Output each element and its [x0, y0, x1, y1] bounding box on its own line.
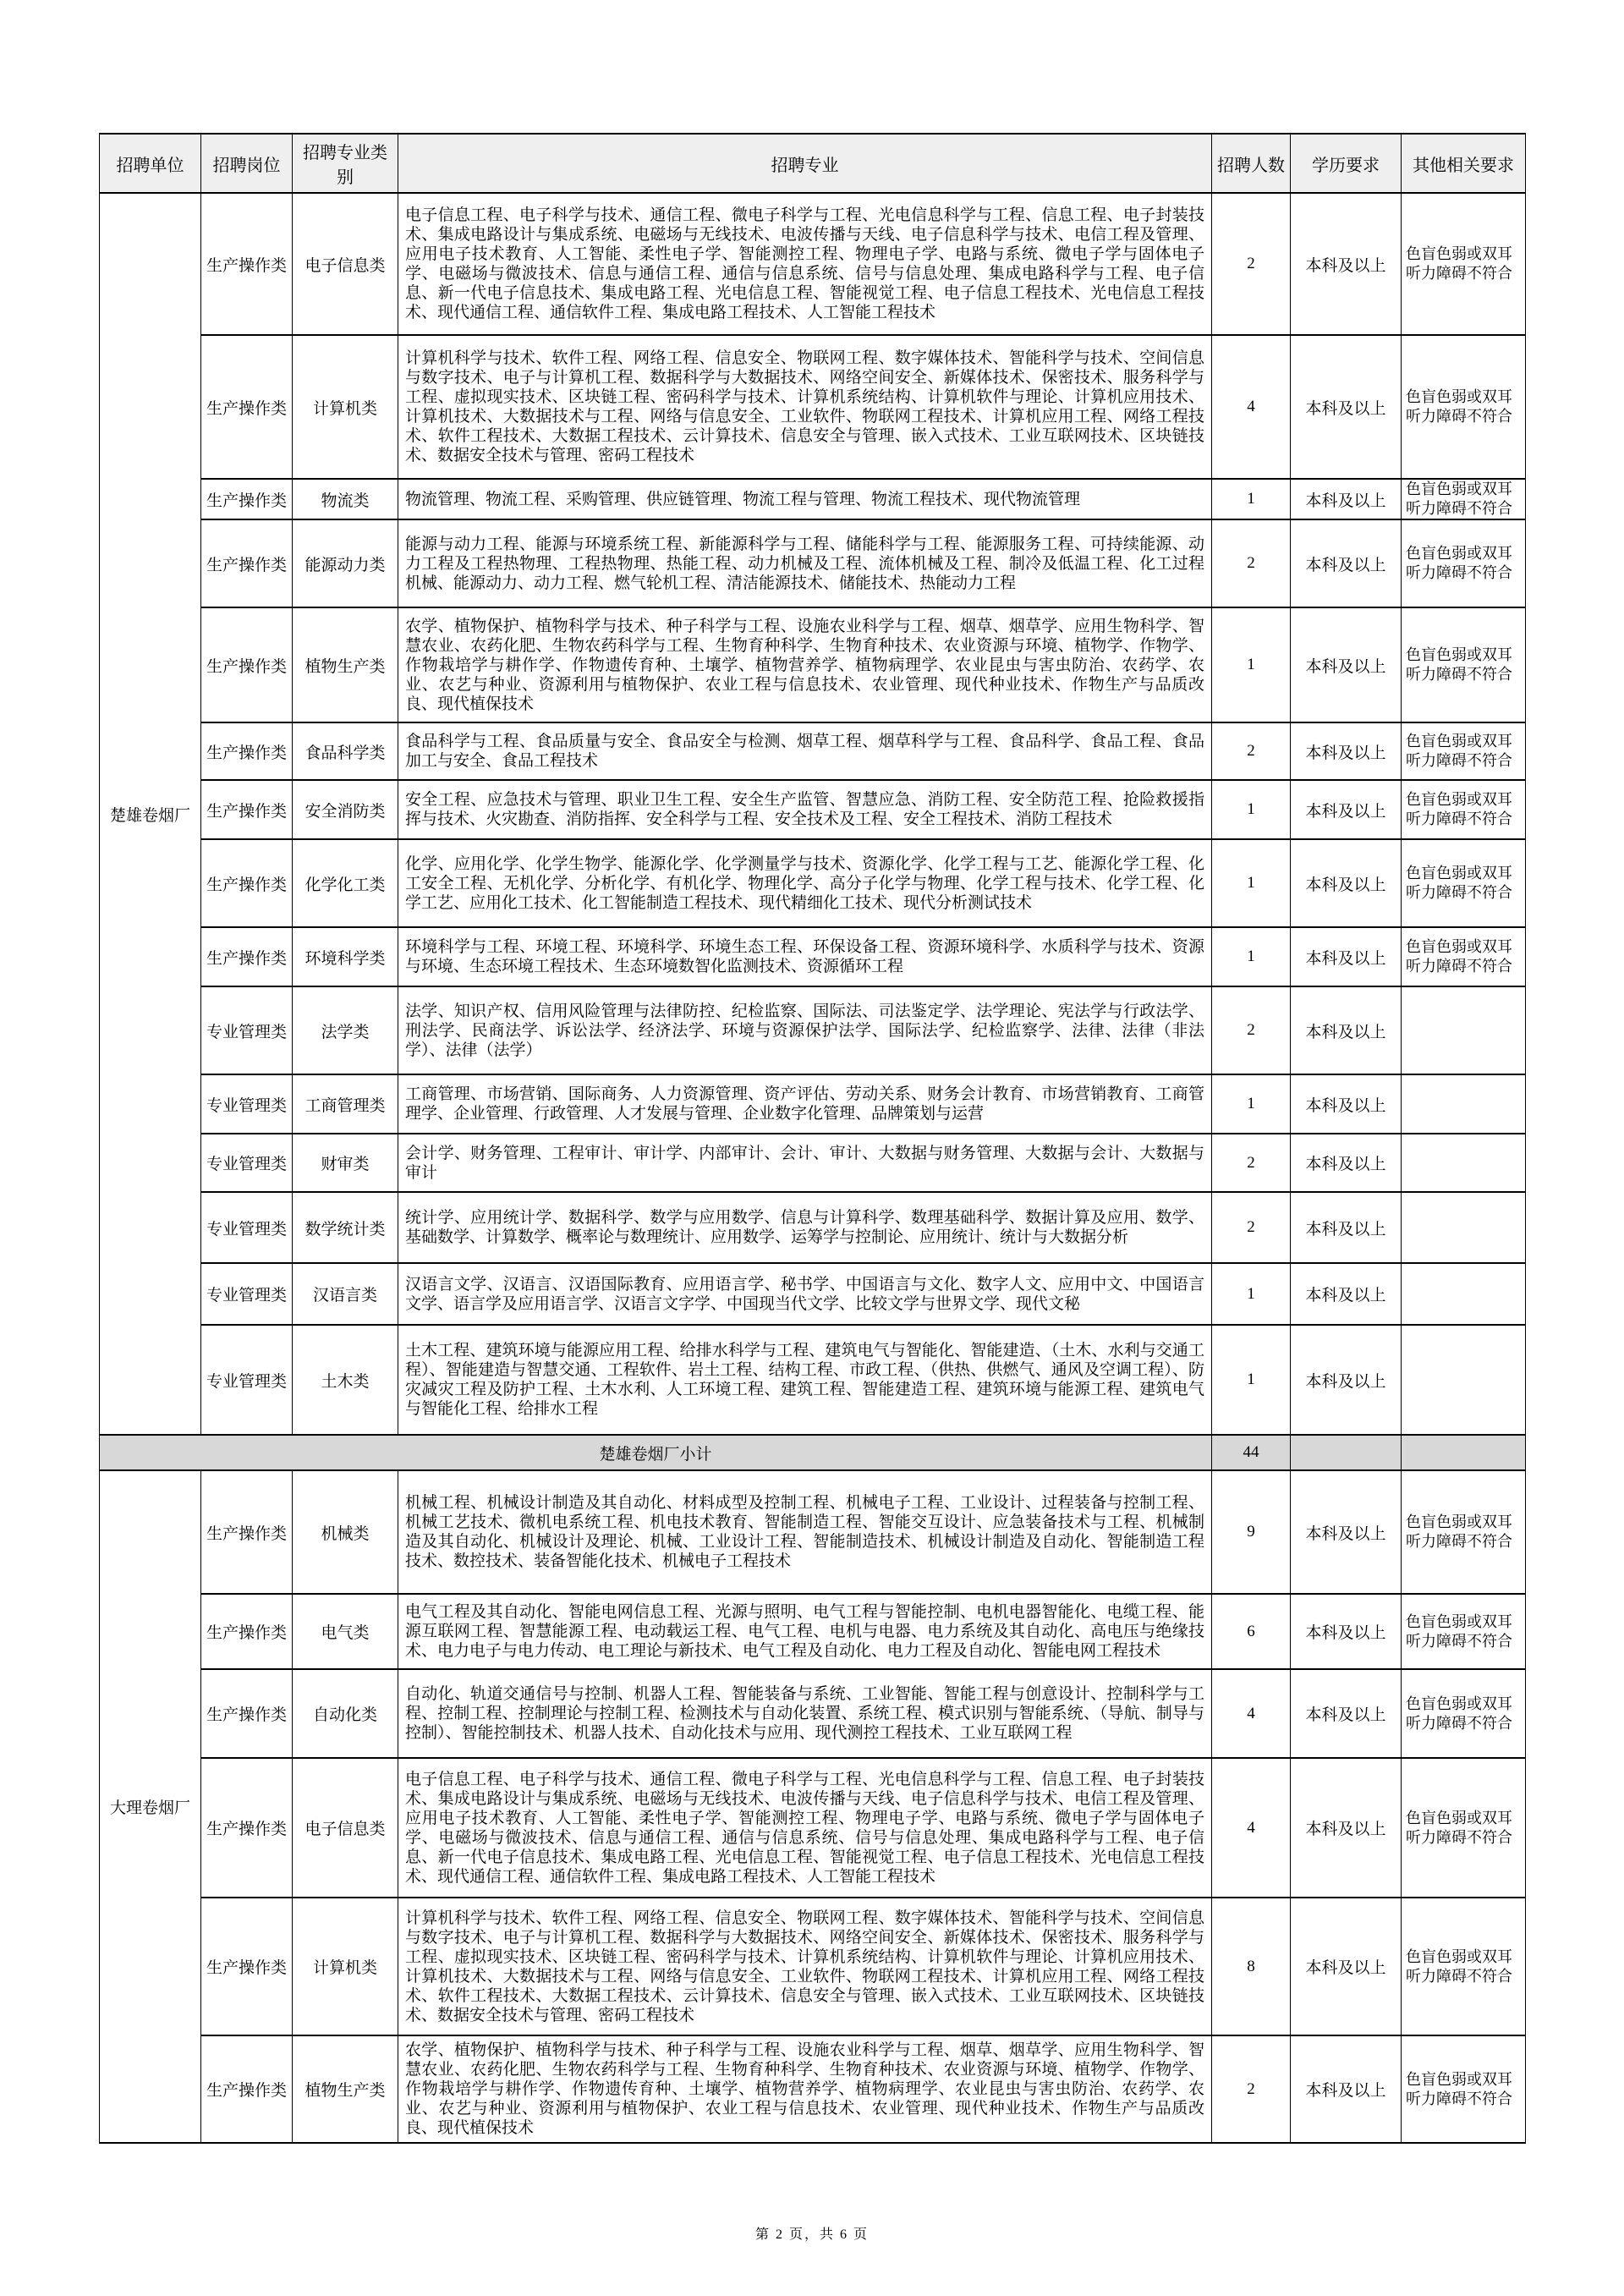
category-cell: 能源动力类 [293, 519, 398, 607]
post-cell: 专业管理类 [201, 1134, 293, 1192]
table-row [100, 986, 1526, 1074]
category-cell: 植物生产类 [293, 607, 398, 722]
majors-cell: 电子信息工程、电子科学与技术、通信工程、微电子科学与工程、光电信息科学与工程、信息工程、电子封装技术、集成电路设计与集成系统、电磁场与无线技术、电波传播与天线、电子信息科学与技术、电信工程及管理、应用电子技术教育、人工智能、柔性电子学、智能测控工程、物理电子学、电路与系统、微电子学与固体电子学、电磁场与微波技术、信息与通信工程、通信与信息系统、信号与信息处理、集成电路科学与工程、电子信息、新一代电子信息技术、集成电路工程、光电信息工程、智能视觉工程、电子信息工程技术、光电信息工程技术、现代通信工程、通信软件工程、集成电路工程技术、人工智能工程技术 [398, 193, 1212, 335]
count-cell: 9 [1212, 1470, 1291, 1594]
education-cell: 本科及以上 [1291, 839, 1402, 927]
count-cell: 1 [1212, 780, 1291, 839]
education-cell: 本科及以上 [1291, 1594, 1402, 1669]
post-cell: 专业管理类 [201, 1325, 293, 1435]
education-cell: 本科及以上 [1291, 927, 1402, 986]
table-row [100, 607, 1526, 722]
table-row [100, 1192, 1526, 1263]
table-row [100, 479, 1526, 519]
col-header-other: 其他相关要求 [1402, 134, 1526, 193]
majors-cell: 工商管理、市场营销、国际商务、人力资源管理、资产评估、劳动关系、财务会计教育、市场营销教育、工商管理学、企业管理、行政管理、人才发展与管理、企业数字化管理、品牌策划与运营 [398, 1074, 1212, 1134]
category-cell: 财审类 [293, 1134, 398, 1192]
count-cell: 1 [1212, 839, 1291, 927]
other-req-cell: 色盲色弱或双耳听力障碍不符合 [1402, 519, 1526, 607]
education-cell: 本科及以上 [1291, 1192, 1402, 1263]
table-row [100, 1898, 1526, 2035]
category-cell: 物流类 [293, 479, 398, 519]
count-cell: 2 [1212, 1192, 1291, 1263]
majors-cell: 电气工程及其自动化、智能电网信息工程、光源与照明、电气工程与智能控制、电机电器智能化、电缆工程、能源互联网工程、智慧能源工程、电动载运工程、电气工程、电机与电器、电力系统及其自动化、高电压与绝缘技术、电力电子与电力传动、电工理论与新技术、电气工程及自动化、电力工程及自动化、智能电网工程技术 [398, 1594, 1212, 1669]
table-row [100, 1669, 1526, 1758]
majors-cell: 自动化、轨道交通信号与控制、机器人工程、智能装备与系统、工业智能、智能工程与创意设计、控制科学与工程、控制工程、控制理论与控制工程、检测技术与自动化装置、系统工程、模式识别与智能系统、（导航、制导与控制）、智能控制技术、机器人技术、自动化技术与应用、现代测控工程技术、工业互联网工程 [398, 1669, 1212, 1758]
education-cell: 本科及以上 [1291, 607, 1402, 722]
post-cell: 生产操作类 [201, 1898, 293, 2035]
post-cell: 生产操作类 [201, 780, 293, 839]
post-cell: 生产操作类 [201, 2035, 293, 2143]
table-row [100, 1325, 1526, 1435]
other-req-cell: 色盲色弱或双耳听力障碍不符合 [1402, 1669, 1526, 1758]
category-cell: 电子信息类 [293, 1758, 398, 1898]
category-cell: 土木类 [293, 1325, 398, 1435]
count-cell: 8 [1212, 1898, 1291, 2035]
post-cell: 生产操作类 [201, 1594, 293, 1669]
count-cell: 2 [1212, 2035, 1291, 2143]
education-cell: 本科及以上 [1291, 2035, 1402, 2143]
category-cell: 安全消防类 [293, 780, 398, 839]
other-req-cell [1402, 1263, 1526, 1325]
category-cell: 计算机类 [293, 1898, 398, 2035]
count-cell: 4 [1212, 1758, 1291, 1898]
other-req-cell: 色盲色弱或双耳听力障碍不符合 [1402, 722, 1526, 780]
other-req-cell: 色盲色弱或双耳听力障碍不符合 [1402, 335, 1526, 479]
count-cell: 2 [1212, 193, 1291, 335]
majors-cell: 农学、植物保护、植物科学与技术、种子科学与工程、设施农业科学与工程、烟草、烟草学、应用生物科学、智慧农业、农药化肥、生物农药科学与工程、生物育种科学、生物育种技术、农业资源与环境、植物学、作物学、作物栽培学与耕作学、作物遗传育种、土壤学、植物营养学、植物病理学、农业昆虫与害虫防治、农药学、农业、农艺与种业、资源利用与植物保护、农业工程与信息技术、农业管理、现代种业技术、作物生产与品质改良、现代植保技术 [398, 607, 1212, 722]
majors-cell: 能源与动力工程、能源与环境系统工程、新能源科学与工程、储能科学与工程、能源服务工程、可持续能源、动力工程及工程热物理、工程热物理、热能工程、动力机械及工程、流体机械及工程、制冷及低温工程、化工过程机械、能源动力、动力工程、燃气轮机工程、清洁能源技术、储能技术、热能动力工程 [398, 519, 1212, 607]
table-row [100, 722, 1526, 780]
education-cell: 本科及以上 [1291, 780, 1402, 839]
page-footer: 第 2 页，共 6 页 [754, 2227, 869, 2242]
count-cell: 2 [1212, 722, 1291, 780]
header-row [100, 134, 1526, 193]
majors-cell: 计算机科学与技术、软件工程、网络工程、信息安全、物联网工程、数字媒体技术、智能科学与技术、空间信息与数字技术、电子与计算机工程、数据科学与大数据技术、网络空间安全、新媒体技术、保密技术、服务科学与工程、虚拟现实技术、区块链工程、密码科学与技术、计算机系统结构、计算机软件与理论、计算机应用技术、计算机技术、大数据技术与工程、网络与信息安全、工业软件、物联网工程技术、计算机应用工程、网络工程技术、软件工程技术、大数据工程技术、云计算技术、信息安全与管理、嵌入式技术、工业互联网技术、区块链技术、数据安全技术与管理、密码工程技术 [398, 1898, 1212, 2035]
col-header-unit: 招聘单位 [100, 134, 201, 193]
table-row [100, 780, 1526, 839]
subtotal-row [100, 1435, 1526, 1470]
education-cell: 本科及以上 [1291, 1669, 1402, 1758]
other-req-cell: 色盲色弱或双耳听力障碍不符合 [1402, 607, 1526, 722]
table-row [100, 193, 1526, 335]
table-row [100, 1470, 1526, 1594]
recruitment-table [99, 133, 1526, 2144]
category-cell: 食品科学类 [293, 722, 398, 780]
post-cell: 生产操作类 [201, 839, 293, 927]
category-cell: 环境科学类 [293, 927, 398, 986]
majors-cell: 计算机科学与技术、软件工程、网络工程、信息安全、物联网工程、数字媒体技术、智能科学与技术、空间信息与数字技术、电子与计算机工程、数据科学与大数据技术、网络空间安全、新媒体技术、保密技术、服务科学与工程、虚拟现实技术、区块链工程、密码科学与技术、计算机系统结构、计算机软件与理论、计算机应用技术、计算机技术、大数据技术与工程、网络与信息安全、工业软件、物联网工程技术、计算机应用工程、网络工程技术、软件工程技术、大数据工程技术、云计算技术、信息安全与管理、嵌入式技术、工业互联网技术、区块链技术、数据安全技术与管理、密码工程技术 [398, 335, 1212, 479]
category-cell: 电子信息类 [293, 193, 398, 335]
category-cell: 自动化类 [293, 1669, 398, 1758]
education-cell: 本科及以上 [1291, 1898, 1402, 2035]
count-cell: 1 [1212, 607, 1291, 722]
majors-cell: 食品科学与工程、食品质量与安全、食品安全与检测、烟草工程、烟草科学与工程、食品科学、食品工程、食品加工与安全、食品工程技术 [398, 722, 1212, 780]
majors-cell: 汉语言文学、汉语言、汉语国际教育、应用语言学、秘书学、中国语言与文化、数字人文、应用中文、中国语言文学、语言学及应用语言学、汉语言文字学、中国现当代文学、比较文学与世界文学、现代文秘 [398, 1263, 1212, 1325]
other-req-cell: 色盲色弱或双耳听力障碍不符合 [1402, 479, 1526, 519]
category-cell: 工商管理类 [293, 1074, 398, 1134]
subtotal-count-cell: 44 [1212, 1435, 1291, 1470]
other-req-cell [1402, 986, 1526, 1074]
col-header-count: 招聘人数 [1212, 134, 1291, 193]
majors-cell: 化学、应用化学、化学生物学、能源化学、化学测量学与技术、资源化学、化学工程与工艺、能源化学工程、化工安全工程、无机化学、分析化学、有机化学、物理化学、高分子化学与物理、化学工程与技术、化学工程、化学工艺、应用化工技术、化工智能制造工程技术、现代精细化工技术、现代分析测试技术 [398, 839, 1212, 927]
subtotal-empty-cell [1291, 1435, 1402, 1470]
category-cell: 法学类 [293, 986, 398, 1074]
count-cell: 4 [1212, 1669, 1291, 1758]
post-cell: 生产操作类 [201, 193, 293, 335]
post-cell: 生产操作类 [201, 335, 293, 479]
table-row [100, 1758, 1526, 1898]
other-req-cell: 色盲色弱或双耳听力障碍不符合 [1402, 780, 1526, 839]
table-row [100, 1263, 1526, 1325]
count-cell: 1 [1212, 1325, 1291, 1435]
count-cell: 1 [1212, 927, 1291, 986]
table-row [100, 1074, 1526, 1134]
other-req-cell: 色盲色弱或双耳听力障碍不符合 [1402, 839, 1526, 927]
category-cell: 机械类 [293, 1470, 398, 1594]
post-cell: 生产操作类 [201, 607, 293, 722]
subtotal-empty-cell [1402, 1435, 1526, 1470]
education-cell: 本科及以上 [1291, 722, 1402, 780]
education-cell: 本科及以上 [1291, 1325, 1402, 1435]
category-cell: 化学化工类 [293, 839, 398, 927]
table-row [100, 335, 1526, 479]
count-cell: 1 [1212, 479, 1291, 519]
category-cell: 数学统计类 [293, 1192, 398, 1263]
education-cell: 本科及以上 [1291, 1263, 1402, 1325]
unit-cell: 楚雄卷烟厂 [100, 193, 201, 1435]
other-req-cell: 色盲色弱或双耳听力障碍不符合 [1402, 1758, 1526, 1898]
other-req-cell [1402, 1134, 1526, 1192]
table-row [100, 1134, 1526, 1192]
majors-cell: 会计学、财务管理、工程审计、审计学、内部审计、会计、审计、大数据与财务管理、大数据与会计、大数据与审计 [398, 1134, 1212, 1192]
count-cell: 1 [1212, 1263, 1291, 1325]
other-req-cell: 色盲色弱或双耳听力障碍不符合 [1402, 193, 1526, 335]
col-header-majors: 招聘专业 [398, 134, 1212, 193]
education-cell: 本科及以上 [1291, 335, 1402, 479]
education-cell: 本科及以上 [1291, 1074, 1402, 1134]
other-req-cell: 色盲色弱或双耳听力障碍不符合 [1402, 1594, 1526, 1669]
col-header-education: 学历要求 [1291, 134, 1402, 193]
majors-cell: 安全工程、应急技术与管理、职业卫生工程、安全生产监管、智慧应急、消防工程、安全防范工程、抢险救援指挥与技术、火灾勘查、消防指挥、安全科学与工程、安全技术及工程、安全工程技术、消防工程技术 [398, 780, 1212, 839]
count-cell: 2 [1212, 1134, 1291, 1192]
other-req-cell [1402, 1325, 1526, 1435]
unit-cell: 大理卷烟厂 [100, 1470, 201, 2143]
other-req-cell: 色盲色弱或双耳听力障碍不符合 [1402, 927, 1526, 986]
other-req-cell: 色盲色弱或双耳听力障碍不符合 [1402, 1898, 1526, 2035]
education-cell: 本科及以上 [1291, 1470, 1402, 1594]
count-cell: 2 [1212, 519, 1291, 607]
majors-cell: 农学、植物保护、植物科学与技术、种子科学与工程、设施农业科学与工程、烟草、烟草学、应用生物科学、智慧农业、农药化肥、生物农药科学与工程、生物育种科学、生物育种技术、农业资源与环境、植物学、作物学、作物栽培学与耕作学、作物遗传育种、土壤学、植物营养学、植物病理学、农业昆虫与害虫防治、农药学、农业、农艺与种业、资源利用与植物保护、农业工程与信息技术、农业管理、现代种业技术、作物生产与品质改良、现代植保技术 [398, 2035, 1212, 2143]
education-cell: 本科及以上 [1291, 1134, 1402, 1192]
category-cell: 植物生产类 [293, 2035, 398, 2143]
col-header-post: 招聘岗位 [201, 134, 293, 193]
other-req-cell [1402, 1074, 1526, 1134]
majors-cell: 法学、知识产权、信用风险管理与法律防控、纪检监察、国际法、司法鉴定学、法学理论、宪法学与行政法学、刑法学、民商法学、诉讼法学、经济法学、环境与资源保护法学、国际法学、纪检监察学、法律、法律（非法学）、法律（法学） [398, 986, 1212, 1074]
majors-cell: 电子信息工程、电子科学与技术、通信工程、微电子科学与工程、光电信息科学与工程、信息工程、电子封装技术、集成电路设计与集成系统、电磁场与无线技术、电波传播与天线、电子信息科学与技术、电信工程及管理、应用电子技术教育、人工智能、柔性电子学、智能测控工程、物理电子学、电路与系统、微电子学与固体电子学、电磁场与微波技术、信息与通信工程、通信与信息系统、信号与信息处理、集成电路科学与工程、电子信息、新一代电子信息技术、集成电路工程、光电信息工程、智能视觉工程、电子信息工程技术、光电信息工程技术、现代通信工程、通信软件工程、集成电路工程技术、人工智能工程技术 [398, 1758, 1212, 1898]
post-cell: 生产操作类 [201, 519, 293, 607]
table-row [100, 2035, 1526, 2143]
count-cell: 1 [1212, 1074, 1291, 1134]
post-cell: 生产操作类 [201, 1758, 293, 1898]
count-cell: 6 [1212, 1594, 1291, 1669]
post-cell: 专业管理类 [201, 1192, 293, 1263]
post-cell: 生产操作类 [201, 927, 293, 986]
other-req-cell: 色盲色弱或双耳听力障碍不符合 [1402, 1470, 1526, 1594]
majors-cell: 统计学、应用统计学、数据科学、数学与应用数学、信息与计算科学、数理基础科学、数据计算及应用、数学、基础数学、计算数学、概率论与数理统计、应用数学、运筹学与控制论、应用统计、统计与大数据分析 [398, 1192, 1212, 1263]
majors-cell: 土木工程、建筑环境与能源应用工程、给排水科学与工程、建筑电气与智能化、智能建造、（土木、水利与交通工程）、智能建造与智慧交通、工程软件、岩土工程、结构工程、市政工程、（供热、供燃气、通风及空调工程）、防灾减灾工程及防护工程、土木水利、人工环境工程、建筑工程、智能建造工程、建筑环境与能源工程、建筑电气与智能化工程、给排水工程 [398, 1325, 1212, 1435]
majors-cell: 物流管理、物流工程、采购管理、供应链管理、物流工程与管理、物流工程技术、现代物流管理 [398, 479, 1212, 519]
post-cell: 生产操作类 [201, 1669, 293, 1758]
post-cell: 专业管理类 [201, 1263, 293, 1325]
count-cell: 4 [1212, 335, 1291, 479]
table-row [100, 927, 1526, 986]
count-cell: 2 [1212, 986, 1291, 1074]
post-cell: 生产操作类 [201, 1470, 293, 1594]
post-cell: 生产操作类 [201, 479, 293, 519]
other-req-cell [1402, 1192, 1526, 1263]
post-cell: 生产操作类 [201, 722, 293, 780]
category-cell: 电气类 [293, 1594, 398, 1669]
education-cell: 本科及以上 [1291, 1758, 1402, 1898]
education-cell: 本科及以上 [1291, 479, 1402, 519]
education-cell: 本科及以上 [1291, 193, 1402, 335]
post-cell: 专业管理类 [201, 986, 293, 1074]
col-header-category: 招聘专业类别 [293, 134, 398, 193]
other-req-cell: 色盲色弱或双耳听力障碍不符合 [1402, 2035, 1526, 2143]
majors-cell: 机械工程、机械设计制造及其自动化、材料成型及控制工程、机械电子工程、工业设计、过程装备与控制工程、机械工艺技术、微机电系统工程、机电技术教育、智能制造工程、智能交互设计、应急装备技术与工程、机械制造及其自动化、机械设计及理论、机械、工业设计工程、智能制造技术、机械设计制造及自动化、智能制造工程技术、数控技术、装备智能化技术、机械电子工程技术 [398, 1470, 1212, 1594]
education-cell: 本科及以上 [1291, 519, 1402, 607]
majors-cell: 环境科学与工程、环境工程、环境科学、环境生态工程、环保设备工程、资源环境科学、水质科学与技术、资源与环境、生态环境工程技术、生态环境数智化监测技术、资源循环工程 [398, 927, 1212, 986]
subtotal-label-cell: 楚雄卷烟厂小计 [100, 1435, 1212, 1470]
table-row [100, 1594, 1526, 1669]
education-cell: 本科及以上 [1291, 986, 1402, 1074]
category-cell: 汉语言类 [293, 1263, 398, 1325]
table-row [100, 839, 1526, 927]
post-cell: 专业管理类 [201, 1074, 293, 1134]
category-cell: 计算机类 [293, 335, 398, 479]
table-row [100, 519, 1526, 607]
